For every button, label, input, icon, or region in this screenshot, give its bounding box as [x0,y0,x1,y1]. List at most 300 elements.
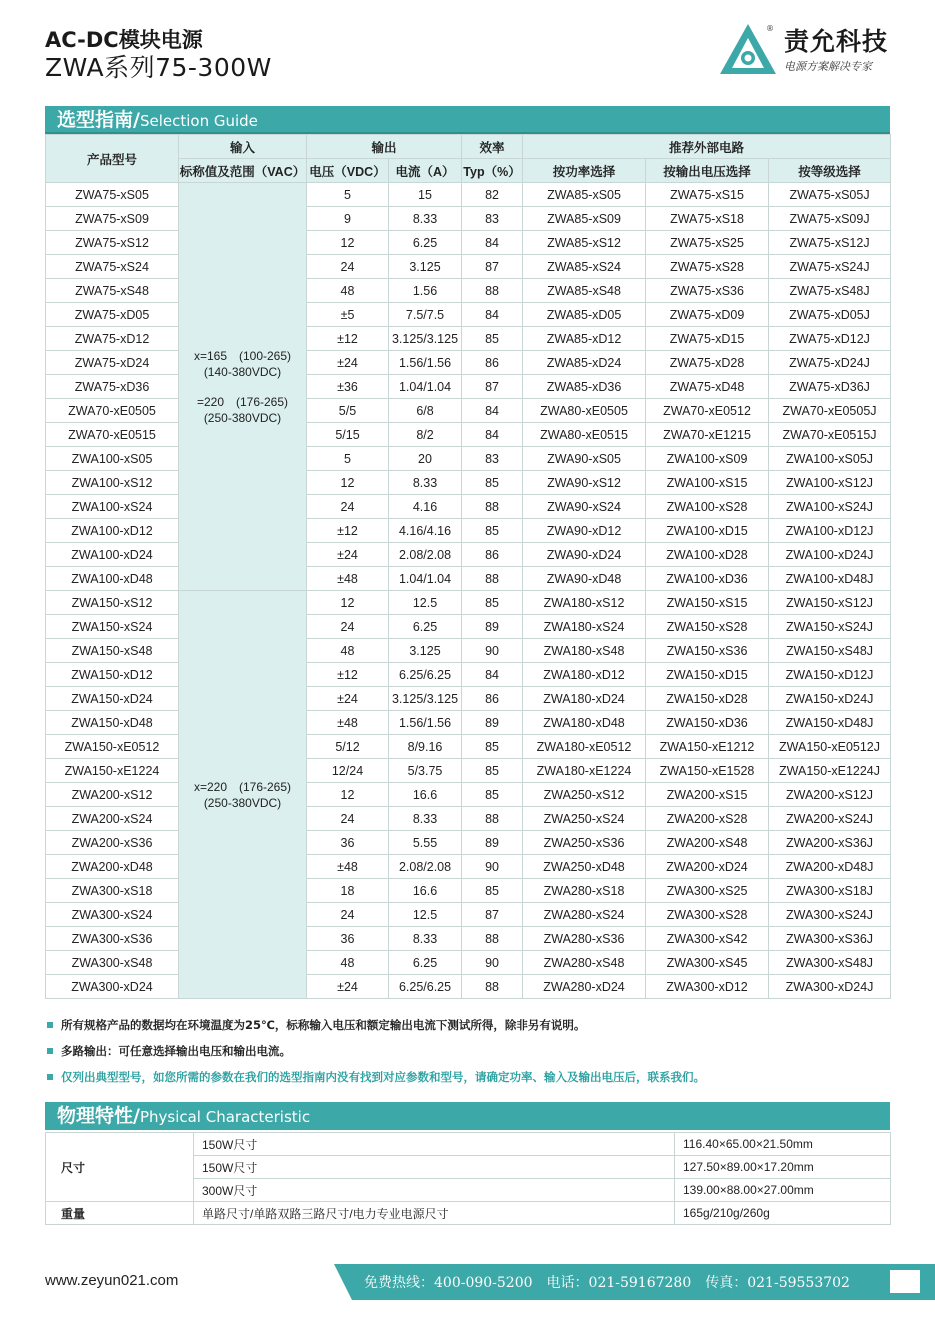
cell-by-grade: ZWA300-xS18J [769,879,891,903]
cell-voltage: 48 [307,279,389,303]
cell-by-voltage: ZWA150-xE1528 [646,759,769,783]
cell-by-voltage: ZWA300-xS28 [646,903,769,927]
col-input-range: 标称值及范围（VAC） [179,159,307,183]
footer-page-box [890,1270,920,1293]
cell-by-grade: ZWA100-xS24J [769,495,891,519]
cell-model: ZWA75-xD05 [46,303,179,327]
cell-by-voltage: ZWA75-xS36 [646,279,769,303]
table-row [46,615,891,639]
cell-current: 1.04/1.04 [389,567,462,591]
cell-voltage: 36 [307,831,389,855]
cell-by-grade: ZWA75-xD05J [769,303,891,327]
cell-by-grade: ZWA200-xS24J [769,807,891,831]
cell-efficiency: 83 [462,447,523,471]
input-range-line: (140-380VDC) [203,364,282,379]
cell-efficiency: 85 [462,519,523,543]
cell-by-grade: ZWA100-xS12J [769,471,891,495]
cell-model: ZWA75-xS12 [46,231,179,255]
cell-efficiency: 85 [462,879,523,903]
cell-model: ZWA75-xD24 [46,351,179,375]
table-row [46,735,891,759]
cell-by-voltage: ZWA300-xS25 [646,879,769,903]
cell-efficiency: 87 [462,255,523,279]
weight-label: 重量 [46,1202,194,1225]
weight-value: 165g/210g/260g [675,1202,891,1225]
cell-by-power: ZWA180-xS24 [523,615,646,639]
cell-by-grade: ZWA100-xD24J [769,543,891,567]
size-desc: 300W尺寸 [194,1179,675,1202]
col-efficiency: 效率 [462,135,523,159]
cell-model: ZWA150-xS48 [46,639,179,663]
cell-current: 8.33 [389,927,462,951]
cell-voltage: 12 [307,471,389,495]
cell-by-power: ZWA80-xE0515 [523,423,646,447]
cell-current: 2.08/2.08 [389,543,462,567]
cell-current: 3.125 [389,255,462,279]
cell-voltage: 24 [307,807,389,831]
cell-by-voltage: ZWA300-xD12 [646,975,769,999]
table-row [46,951,891,975]
table-row [46,927,891,951]
col-model: 产品型号 [46,135,179,183]
table-row [46,375,891,399]
cell-model: ZWA75-xS48 [46,279,179,303]
cell-voltage: ±24 [307,543,389,567]
cell-by-power: ZWA250-xD48 [523,855,646,879]
cell-efficiency: 84 [462,423,523,447]
table-row [46,207,891,231]
cell-efficiency: 84 [462,399,523,423]
footer-contact-band [334,1264,935,1300]
cell-efficiency: 90 [462,951,523,975]
cell-current: 8.33 [389,471,462,495]
cell-model: ZWA75-xD12 [46,327,179,351]
col-by-power: 按功率选择 [523,159,646,183]
cell-by-grade: ZWA75-xD36J [769,375,891,399]
cell-by-grade: ZWA150-xD48J [769,711,891,735]
cell-voltage: ±24 [307,975,389,999]
cell-by-power: ZWA250-xS36 [523,831,646,855]
cell-current: 2.08/2.08 [389,855,462,879]
cell-by-grade: ZWA150-xS12J [769,591,891,615]
cell-by-power: ZWA85-xS05 [523,183,646,207]
cell-by-power: ZWA90-xD48 [523,567,646,591]
cell-by-voltage: ZWA150-xD28 [646,687,769,711]
cell-model: ZWA300-xS36 [46,927,179,951]
table-row [46,255,891,279]
cell-efficiency: 87 [462,375,523,399]
cell-model: ZWA150-xS12 [46,591,179,615]
table-row [46,639,891,663]
cell-by-voltage: ZWA70-xE1215 [646,423,769,447]
cell-by-grade: ZWA150-xE0512J [769,735,891,759]
cell-model: ZWA200-xS24 [46,807,179,831]
cell-by-power: ZWA90-xD24 [523,543,646,567]
table-row [46,975,891,999]
cell-by-power: ZWA250-xS12 [523,783,646,807]
cell-current: 16.6 [389,879,462,903]
cell-voltage: 12 [307,783,389,807]
table-row [46,855,891,879]
cell-by-voltage: ZWA75-xD28 [646,351,769,375]
cell-model: ZWA150-xD48 [46,711,179,735]
company-name: 责允科技 [784,27,889,56]
cell-efficiency: 85 [462,471,523,495]
physical-title-cn: 物理特性/ [57,1105,140,1127]
cell-current: 3.125/3.125 [389,327,462,351]
cell-efficiency: 88 [462,975,523,999]
cell-model: ZWA300-xS48 [46,951,179,975]
cell-current: 6.25 [389,951,462,975]
bullet-icon [47,1048,53,1054]
cell-by-power: ZWA280-xD24 [523,975,646,999]
cell-by-power: ZWA85-xS09 [523,207,646,231]
cell-by-grade: ZWA75-xD12J [769,327,891,351]
cell-voltage: ±48 [307,567,389,591]
cell-voltage: 9 [307,207,389,231]
cell-by-voltage: ZWA70-xE0512 [646,399,769,423]
table-row [46,687,891,711]
cell-current: 15 [389,183,462,207]
cell-by-power: ZWA280-xS36 [523,927,646,951]
col-voltage: 电压（VDC） [307,159,389,183]
cell-by-voltage: ZWA75-xD48 [646,375,769,399]
bullet-icon [47,1074,53,1080]
cell-efficiency: 85 [462,327,523,351]
cell-by-grade: ZWA300-xS48J [769,951,891,975]
cell-model: ZWA300-xS18 [46,879,179,903]
cell-by-power: ZWA85-xD36 [523,375,646,399]
table-row [46,567,891,591]
cell-current: 8/9.16 [389,735,462,759]
cell-efficiency: 89 [462,711,523,735]
cell-by-power: ZWA85-xS24 [523,255,646,279]
cell-current: 8.33 [389,807,462,831]
cell-by-power: ZWA85-xS12 [523,231,646,255]
cell-voltage: 24 [307,255,389,279]
cell-efficiency: 88 [462,807,523,831]
cell-by-power: ZWA280-xS18 [523,879,646,903]
note-item: 所有规格产品的数据均在环境温度为25℃，标称输入电压和额定输出电流下测试所得，除非另有说明。 [45,1016,705,1042]
cell-voltage: ±36 [307,375,389,399]
cell-model: ZWA300-xS24 [46,903,179,927]
cell-current: 6/8 [389,399,462,423]
cell-current: 8/2 [389,423,462,447]
cell-by-grade: ZWA150-xS24J [769,615,891,639]
physical-header [45,1102,890,1130]
cell-by-voltage: ZWA100-xS15 [646,471,769,495]
cell-current: 1.56/1.56 [389,711,462,735]
cell-model: ZWA150-xE1224 [46,759,179,783]
cell-by-voltage: ZWA75-xD09 [646,303,769,327]
cell-efficiency: 89 [462,831,523,855]
cell-by-voltage: ZWA100-xD28 [646,543,769,567]
cell-current: 6.25/6.25 [389,975,462,999]
cell-voltage: 5/5 [307,399,389,423]
weight-desc: 单路尺寸/单路双路三路尺寸/电力专业电源尺寸 [194,1202,675,1225]
cell-voltage: 5/15 [307,423,389,447]
cell-voltage: 5/12 [307,735,389,759]
cell-by-power: ZWA280-xS48 [523,951,646,975]
cell-current: 1.56/1.56 [389,351,462,375]
cell-voltage: ±48 [307,711,389,735]
table-row [46,423,891,447]
selection-guide-header [45,106,890,134]
cell-efficiency: 83 [462,207,523,231]
cell-current: 5.55 [389,831,462,855]
cell-current: 3.125 [389,639,462,663]
cell-by-grade: ZWA300-xD24J [769,975,891,999]
cell-efficiency: 88 [462,495,523,519]
cell-by-voltage: ZWA75-xS15 [646,183,769,207]
cell-by-power: ZWA85-xD24 [523,351,646,375]
cell-voltage: 24 [307,495,389,519]
cell-by-grade: ZWA75-xS48J [769,279,891,303]
table-row [46,903,891,927]
cell-model: ZWA100-xD48 [46,567,179,591]
cell-efficiency: 86 [462,687,523,711]
registered-mark: ® [766,24,774,33]
cell-by-grade: ZWA70-xE0505J [769,399,891,423]
cell-model: ZWA200-xS36 [46,831,179,855]
cell-voltage: 18 [307,879,389,903]
cell-model: ZWA150-xD24 [46,687,179,711]
col-eff-typ: Typ（%） [462,159,523,183]
table-row [46,231,891,255]
table-row [46,447,891,471]
title-line2: ZWA系列75-300W [45,53,272,82]
cell-model: ZWA150-xE0512 [46,735,179,759]
cell-by-power: ZWA180-xE1224 [523,759,646,783]
cell-efficiency: 89 [462,615,523,639]
cell-by-grade: ZWA75-xD24J [769,351,891,375]
cell-model: ZWA100-xS24 [46,495,179,519]
cell-by-power: ZWA180-xE0512 [523,735,646,759]
table-row [46,471,891,495]
cell-by-grade: ZWA200-xS36J [769,831,891,855]
cell-model: ZWA150-xD12 [46,663,179,687]
cell-model: ZWA100-xS05 [46,447,179,471]
cell-by-voltage: ZWA200-xS48 [646,831,769,855]
col-by-voltage: 按输出电压选择 [646,159,769,183]
cell-efficiency: 90 [462,639,523,663]
cell-model: ZWA300-xD24 [46,975,179,999]
cell-model: ZWA100-xS12 [46,471,179,495]
cell-by-voltage: ZWA75-xD15 [646,327,769,351]
cell-voltage: 5 [307,183,389,207]
cell-model: ZWA100-xD12 [46,519,179,543]
cell-model: ZWA75-xD36 [46,375,179,399]
table-row [46,759,891,783]
cell-current: 4.16 [389,495,462,519]
cell-model: ZWA150-xS24 [46,615,179,639]
cell-input-range [179,591,307,999]
table-row [46,879,891,903]
selection-guide-title-en: Selection Guide [139,112,258,130]
cell-by-grade: ZWA75-xS09J [769,207,891,231]
cell-voltage: 12 [307,591,389,615]
cell-model: ZWA75-xS09 [46,207,179,231]
cell-efficiency: 84 [462,663,523,687]
cell-by-power: ZWA85-xD12 [523,327,646,351]
cell-by-power: ZWA90-xS05 [523,447,646,471]
cell-voltage: ±48 [307,855,389,879]
table-row [46,303,891,327]
cell-by-voltage: ZWA75-xS18 [646,207,769,231]
cell-by-grade: ZWA200-xD48J [769,855,891,879]
cell-voltage: 48 [307,951,389,975]
cell-by-power: ZWA90-xD12 [523,519,646,543]
cell-by-power: ZWA90-xS12 [523,471,646,495]
cell-by-grade: ZWA150-xD24J [769,687,891,711]
cell-model: ZWA70-xE0505 [46,399,179,423]
cell-by-power: ZWA80-xE0505 [523,399,646,423]
company-logo [718,22,893,77]
cell-current: 6.25 [389,231,462,255]
physical-table [45,1132,891,1225]
footer-url[interactable]: www.zeyun021.com [45,1272,179,1289]
cell-voltage: ±12 [307,327,389,351]
cell-efficiency: 84 [462,303,523,327]
cell-current: 8.33 [389,207,462,231]
cell-efficiency: 86 [462,351,523,375]
cell-current: 1.56 [389,279,462,303]
cell-efficiency: 88 [462,279,523,303]
table-row [46,807,891,831]
size-label: 尺寸 [46,1133,194,1202]
cell-efficiency: 88 [462,927,523,951]
cell-by-voltage: ZWA75-xS25 [646,231,769,255]
input-range-line: (250-380VDC) [203,795,282,810]
cell-by-voltage: ZWA150-xS15 [646,591,769,615]
cell-by-grade: ZWA100-xD12J [769,519,891,543]
input-range-line: =220 (176-265) [196,394,289,409]
cell-voltage: ±24 [307,351,389,375]
input-range-line: x=220 (176-265) [193,779,292,794]
cell-by-power: ZWA180-xS12 [523,591,646,615]
col-output: 输出 [307,135,462,159]
table-row [46,279,891,303]
table-row [46,591,891,615]
cell-current: 3.125/3.125 [389,687,462,711]
table-row [46,831,891,855]
bullet-icon [47,1022,53,1028]
cell-efficiency: 85 [462,759,523,783]
cell-by-voltage: ZWA100-xS09 [646,447,769,471]
table-row [46,351,891,375]
cell-by-voltage: ZWA100-xD15 [646,519,769,543]
table-row [46,399,891,423]
selection-guide-title-cn: 选型指南/ [57,109,140,131]
cell-efficiency: 85 [462,591,523,615]
table-row [46,783,891,807]
cell-by-voltage: ZWA150-xE1212 [646,735,769,759]
cell-by-power: ZWA85-xD05 [523,303,646,327]
cell-by-voltage: ZWA100-xS28 [646,495,769,519]
cell-current: 16.6 [389,783,462,807]
selection-table [45,134,891,999]
col-input: 输入 [179,135,307,159]
size-value: 116.40×65.00×21.50mm [675,1133,891,1156]
cell-by-power: ZWA280-xS24 [523,903,646,927]
cell-by-voltage: ZWA300-xS42 [646,927,769,951]
cell-voltage: ±12 [307,663,389,687]
cell-by-grade: ZWA70-xE0515J [769,423,891,447]
cell-voltage: ±5 [307,303,389,327]
cell-by-grade: ZWA150-xD12J [769,663,891,687]
cell-by-grade: ZWA75-xS24J [769,255,891,279]
cell-current: 6.25 [389,615,462,639]
cell-efficiency: 85 [462,735,523,759]
cell-by-grade: ZWA100-xS05J [769,447,891,471]
cell-efficiency: 88 [462,567,523,591]
note-item: 多路输出：可任意选择输出电压和输出电流。 [45,1042,705,1068]
cell-by-power: ZWA180-xD12 [523,663,646,687]
cell-voltage: 48 [307,639,389,663]
physical-title-en: Physical Characteristic [139,1108,311,1126]
cell-by-voltage: ZWA75-xS28 [646,255,769,279]
company-slogan: 电源方案解决专家 [784,60,872,73]
cell-current: 12.5 [389,591,462,615]
size-desc: 150W尺寸 [194,1156,675,1179]
cell-by-grade: ZWA200-xS12J [769,783,891,807]
input-range-line: x=165 (100-265) [193,348,292,363]
size-value: 127.50×89.00×17.20mm [675,1156,891,1179]
cell-by-voltage: ZWA150-xD15 [646,663,769,687]
cell-efficiency: 85 [462,783,523,807]
cell-voltage: 24 [307,903,389,927]
cell-by-grade: ZWA75-xS05J [769,183,891,207]
cell-by-voltage: ZWA200-xD24 [646,855,769,879]
notes [45,1016,705,1094]
cell-by-power: ZWA90-xS24 [523,495,646,519]
table-row [46,519,891,543]
cell-current: 6.25/6.25 [389,663,462,687]
cell-by-grade: ZWA300-xS36J [769,927,891,951]
cell-efficiency: 90 [462,855,523,879]
cell-efficiency: 84 [462,231,523,255]
title-line1: AC-DC模块电源 [45,28,203,52]
cell-model: ZWA200-xS12 [46,783,179,807]
cell-current: 4.16/4.16 [389,519,462,543]
input-range-line: (250-380VDC) [203,410,282,425]
cell-by-power: ZWA180-xD48 [523,711,646,735]
cell-voltage: ±24 [307,687,389,711]
table-row [46,327,891,351]
col-by-grade: 按等级选择 [769,159,891,183]
size-desc: 150W尺寸 [194,1133,675,1156]
cell-by-voltage: ZWA200-xS15 [646,783,769,807]
cell-model: ZWA75-xS24 [46,255,179,279]
cell-current: 20 [389,447,462,471]
cell-by-power: ZWA180-xD24 [523,687,646,711]
cell-voltage: 12/24 [307,759,389,783]
cell-by-grade: ZWA100-xD48J [769,567,891,591]
cell-input-range [179,183,307,591]
note-item: 仅列出典型型号，如您所需的参数在我们的选型指南内没有找到对应参数和型号，请确定功率、输入及输出电压后，联系我们。 [45,1068,705,1094]
cell-voltage: 12 [307,231,389,255]
col-current: 电流（A） [389,159,462,183]
cell-by-voltage: ZWA150-xS36 [646,639,769,663]
cell-model: ZWA200-xD48 [46,855,179,879]
cell-by-grade: ZWA150-xS48J [769,639,891,663]
cell-model: ZWA75-xS05 [46,183,179,207]
cell-current: 5/3.75 [389,759,462,783]
cell-by-voltage: ZWA150-xS28 [646,615,769,639]
footer-contact: 免费热线：400-090-5200 电话：021-59167280 传真：021-59553702 [364,1275,850,1291]
size-value: 139.00×88.00×27.00mm [675,1179,891,1202]
cell-efficiency: 82 [462,183,523,207]
